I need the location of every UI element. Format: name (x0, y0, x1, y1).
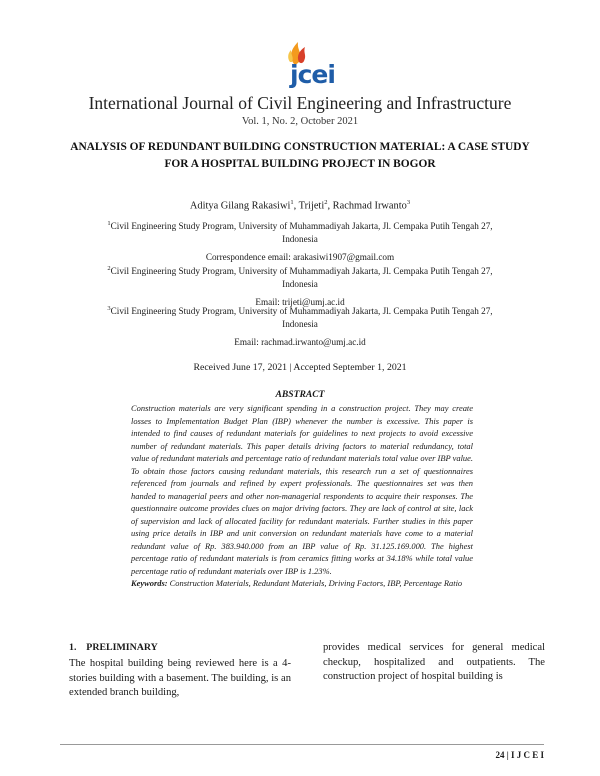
affiliation-email: Email: rachmad.irwanto@umj.ac.id (234, 337, 366, 348)
author-name: Trijeti (298, 200, 325, 212)
paper-title-line-1: ANALYSIS OF REDUNDANT BUILDING CONSTRUCTION MATERIAL: A CASE STUDY (70, 141, 530, 153)
volume-info: Vol. 1, No. 2, October 2021 (241, 116, 359, 127)
section-heading: 1. PRELIMINARY (69, 642, 158, 653)
affiliation-line: Civil Engineering Study Program, University of Muhammadiyah Jakarta, Jl. Cempaka Putih Tengah 27, (110, 266, 493, 277)
affiliation-sup: 3 (107, 305, 111, 312)
affiliation-3 (0, 302, 600, 353)
body-column-left: The hospital building being reviewed here is a 4-stories building with a basement. The building, is an extended branch building, (69, 658, 291, 699)
affiliation-line: Civil Engineering Study Program, University of Muhammadiyah Jakarta, Jl. Cempaka Putih Tengah 27, (110, 306, 493, 317)
footer-divider (60, 744, 544, 745)
author-sup: 1 (290, 199, 294, 206)
affiliation-country: Indonesia (282, 234, 318, 245)
affiliation-country: Indonesia (282, 319, 318, 330)
received-dates: Received June 17, 2021 | Accepted September 1, 2021 (193, 362, 407, 373)
affiliation-sup: 2 (107, 265, 111, 272)
page-number: 24 | I J C E I (495, 750, 544, 760)
journal-title: International Journal of Civil Engineering and Infrastructure (88, 93, 512, 113)
affiliation-1 (0, 217, 600, 268)
affiliation-country: Indonesia (282, 279, 318, 290)
keywords-label: Keywords: (131, 578, 168, 588)
paper-title-line-2: FOR A HOSPITAL BUILDING PROJECT IN BOGOR (164, 158, 436, 170)
affiliation-email: Email: trijeti@umj.ac.id (255, 297, 345, 308)
journal-logo (272, 38, 344, 92)
affiliation-line: Civil Engineering Study Program, University of Muhammadiyah Jakarta, Jl. Cempaka Putih Tengah 27, (110, 221, 493, 232)
affiliation-email: Correspondence email: arakasiwi1907@gmail.com (205, 252, 395, 263)
logo-text: jcei (290, 60, 335, 89)
author-list: Aditya Gilang Rakasiwi$^1$, Trijeti$^2$, Rachmad Irwanto$^3$ (189, 199, 411, 212)
author-sup: 3 (406, 199, 411, 206)
keywords-list: Construction Materials, Redundant Materials, Driving Factors, IBP, Percentage Ratio (169, 578, 463, 588)
author-sup: 2 (324, 199, 328, 206)
abstract-text: Construction materials are very significant spending in a construction project. They may create losses to Implementation Budget Plan (IBP) whenever the number is excessive. This paper is intended to find causes of redundant materials for guidelines to next projects to avoid excessive number of redundant materials. This paper details driving factors to material redundancy, total value of redundant materials and percentage ratio of redundant materials total value over IBP value. To obtain those factors causing redundant materials, this research run a set of questionnaires referenced from journals and refined by expert professionals. The questionnaires set was then handed to managerial peers and other non-managerial respondents to acquire their responses. The questionnaire outcome provides clues on major driving factors. They are lack of control at site, lack of supervision and lack of allocated facility for redundant materials. Further studies in this paper using price details in IBP and unit conversion on redundant materials have come to a material redundant value of Rp. 383.940.000 from an IBP value of Rp. 31.125.169.000. The highest percentage ratio of redundant materials is from ceramics fitting works at 34.18% while total value percentage ratio of redundant materials over IBP is 1.23%. (131, 403, 473, 576)
affiliation-sup: 1 (107, 220, 111, 227)
body-column-right: provides medical services for general medical checkup, hospitalized and outpatients. The construction project of hospital building is (323, 642, 545, 683)
author-name: Aditya Gilang Rakasiwi (189, 200, 291, 212)
abstract-body (131, 402, 473, 590)
abstract-heading: ABSTRACT (275, 389, 325, 400)
author-name: Rachmad Irwanto (332, 200, 407, 212)
